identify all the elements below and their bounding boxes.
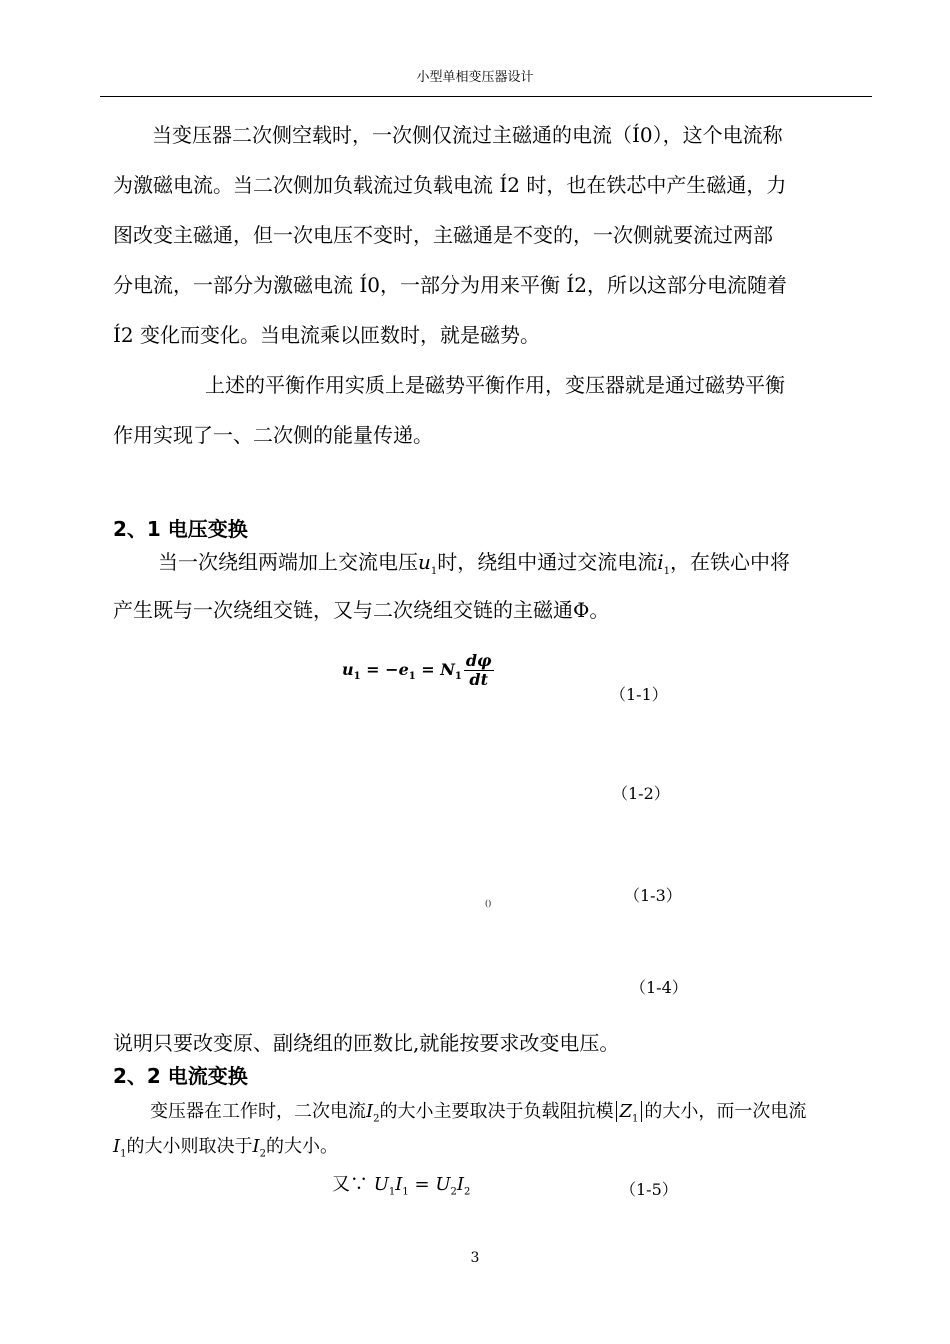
symbol-I: I bbox=[366, 1101, 374, 1122]
stray-mark: () bbox=[485, 899, 492, 908]
paragraph-line bbox=[113, 1132, 338, 1160]
equation-number: （1-5） bbox=[620, 1180, 678, 1199]
impedance-symbol bbox=[616, 1101, 643, 1125]
fraction bbox=[464, 652, 494, 689]
header-divider bbox=[100, 96, 872, 97]
paragraph-line: 说明只要改变原、副绕组的匝数比,就能按要求改变电压。 bbox=[113, 1031, 620, 1055]
section-heading-voltage: 2、1 电压变换 bbox=[113, 517, 248, 541]
symbol-Z: Z bbox=[619, 1101, 633, 1122]
text-segment: 的大小主要取决于负载阻抗模 bbox=[379, 1101, 614, 1122]
fraction-denominator: dt bbox=[469, 670, 488, 689]
subscript: 1 bbox=[454, 671, 462, 683]
text-segment: 的大小则取决于 bbox=[126, 1136, 253, 1157]
text-segment: 的大小。 bbox=[266, 1136, 338, 1157]
text-segment: 当一次绕组两端加上交流电压 bbox=[158, 550, 418, 574]
subscript: 2 bbox=[450, 1186, 457, 1198]
paragraph-line: 图改变主磁通，但一次电压不变时，主磁通是不变的，一次侧就要流过两部 bbox=[113, 223, 773, 247]
paragraph-line: 当变压器二次侧空载时，一次侧仅流过主磁通的电流（Í0），这个电流称 bbox=[152, 123, 783, 147]
subscript: 1 bbox=[120, 1148, 127, 1160]
symbol-U: U bbox=[435, 1174, 451, 1195]
formula-term: = −e bbox=[360, 660, 409, 679]
formula-term: = N bbox=[415, 660, 455, 679]
subscript: 1 bbox=[663, 566, 671, 577]
subscript: 1 bbox=[408, 671, 416, 683]
paragraph-line: 产生既与一次绕组交链，又与二次绕组交链的主磁通Φ。 bbox=[113, 598, 610, 622]
symbol-I: I bbox=[252, 1136, 260, 1157]
symbol-I: I bbox=[113, 1136, 121, 1157]
subscript: 2 bbox=[464, 1186, 471, 1198]
formula-1-5 bbox=[332, 1170, 470, 1198]
equation-number: （1-3） bbox=[624, 886, 682, 905]
text-segment: ，在铁心中将 bbox=[670, 550, 791, 574]
formula-1-1 bbox=[342, 652, 494, 689]
paragraph-line: 上述的平衡作用实质上是磁势平衡作用，变压器就是通过磁势平衡 bbox=[205, 373, 785, 397]
equation-number: （1-4） bbox=[630, 978, 688, 997]
current-symbol-i2 bbox=[366, 1101, 380, 1125]
text-segment: 的大小，而一次电流 bbox=[644, 1101, 807, 1122]
section-heading-current: 2、2 电流变换 bbox=[113, 1064, 248, 1088]
current-symbol bbox=[657, 550, 671, 577]
voltage-symbol bbox=[418, 550, 438, 577]
subscript: 1 bbox=[430, 566, 438, 577]
equation-number: （1-1） bbox=[610, 685, 668, 704]
paragraph-line bbox=[150, 1097, 806, 1125]
text-segment: 变压器在工作时，二次电流 bbox=[150, 1101, 366, 1122]
subscript: 2 bbox=[373, 1113, 380, 1125]
page-number: 3 bbox=[470, 1250, 480, 1266]
formula-prefix: 又∵ bbox=[332, 1174, 368, 1195]
formula-term bbox=[373, 1174, 409, 1198]
symbol-I: I bbox=[395, 1174, 403, 1195]
symbol-i: i bbox=[657, 550, 664, 574]
text-segment: 时，绕组中通过交流电流 bbox=[437, 550, 658, 574]
equation-number: （1-2） bbox=[612, 784, 670, 803]
fraction-numerator: dφ bbox=[465, 651, 492, 670]
page-header: 小型单相变压器设计 bbox=[416, 70, 534, 85]
paragraph-line: 作用实现了一、二次侧的能量传递。 bbox=[113, 423, 433, 447]
subscript: 1 bbox=[402, 1186, 409, 1198]
subscript: 1 bbox=[632, 1113, 639, 1125]
current-symbol-i1 bbox=[113, 1136, 127, 1160]
symbol-u: u bbox=[418, 550, 431, 574]
subscript: 1 bbox=[353, 671, 361, 683]
subscript: 2 bbox=[259, 1148, 266, 1160]
paragraph-line: Í2 变化而变化。当电流乘以匝数时，就是磁势。 bbox=[113, 323, 540, 347]
paragraph-line: 分电流，一部分为激磁电流 Í0，一部分为用来平衡 Í2，所以这部分电流随着 bbox=[113, 273, 787, 297]
subscript: 1 bbox=[388, 1186, 396, 1198]
current-symbol-i2 bbox=[252, 1136, 267, 1160]
formula-term bbox=[435, 1174, 471, 1198]
formula-term: u bbox=[342, 660, 354, 679]
symbol-I: I bbox=[456, 1174, 465, 1195]
paragraph-line: 为激磁电流。当二次侧加负载流过负载电流 Í2 时，也在铁芯中产生磁通，力 bbox=[113, 173, 787, 197]
symbol-U: U bbox=[373, 1174, 389, 1195]
equals-sign: = bbox=[414, 1174, 430, 1195]
